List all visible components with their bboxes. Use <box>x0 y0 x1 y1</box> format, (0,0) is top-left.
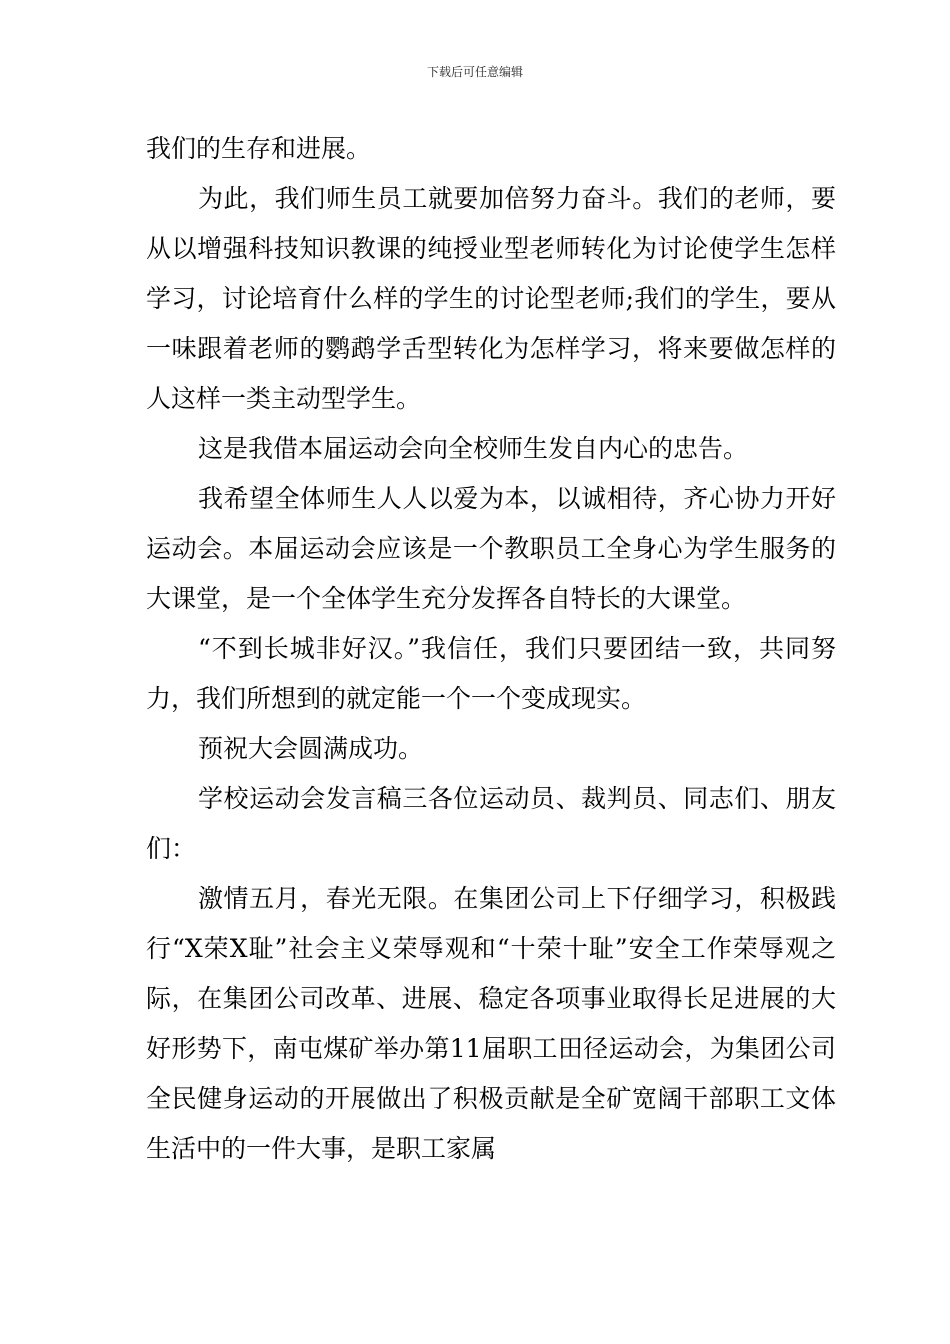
paragraph-5: “不到长城非好汉。”我信任，我们只要团结一致，共同努力，我们所想到的就定能一个一个变成现实。 <box>146 634 836 713</box>
paragraph-2: 为此，我们师生员工就要加倍努力奋斗。我们的老师，要从以增强科技知识教课的纯授业型老师转化为讨论使学生怎样学习，讨论培育什么样的学生的讨论型老师;我们的学生，要从一味跟着老师的鹦鹉学舌型转化为怎样学习，将来要做怎样的人这样一类主动型学生。 <box>146 184 836 413</box>
paragraph-4: 我希望全体师生人人以爱为本，以诚相待，齐心协力开好运动会。本届运动会应该是一个教职员工全身心为学生服务的大课堂，是一个全体学生充分发挥各自特长的大课堂。 <box>146 484 836 613</box>
paragraph-7: 学校运动会发言稿三各位运动员、裁判员、同志们、朋友们： <box>146 784 836 863</box>
paragraph-3: 这是我借本届运动会向全校师生发自内心的忠告。 <box>198 434 749 463</box>
paragraph-8: 激情五月，春光无限。在集团公司上下仔细学习，积极践行“X荣X耻”社会主义荣辱观和“十荣十耻”安全工作荣辱观之际，在集团公司改革、进展、稳定各项事业取得长足进展的大好形势下，南屯煤矿举办第11届职工田径运动会，为集团公司全民健身运动的开展做出了积极贡献是全矿宽阔干部职工文体生活中的一件大事，是职工家属 <box>146 884 836 1163</box>
paragraph-6: 预祝大会圆满成功。 <box>198 734 424 763</box>
paragraph-1: 我们的生存和进展。 <box>146 134 372 163</box>
document-body <box>146 124 836 1174</box>
page-header: 下载后可任意编辑 <box>426 65 523 79</box>
